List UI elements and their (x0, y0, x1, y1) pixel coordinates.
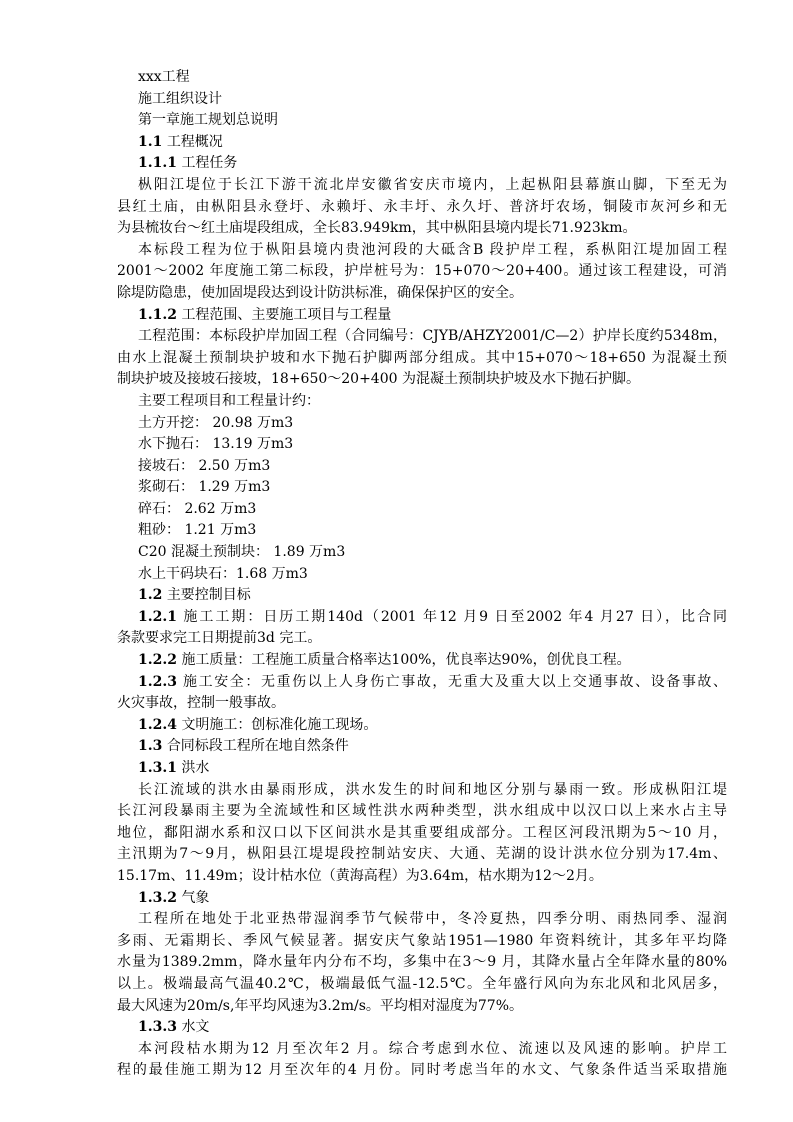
line-text: 施工质量：工程施工质量合格率达100%，优良率达90%，创优良工程。 (181, 652, 631, 669)
line-text: 施工组织设计 (138, 90, 222, 107)
text-line (117, 369, 727, 391)
line-text: 第一章施工规划总说明 (138, 112, 278, 129)
text-line (117, 974, 727, 996)
section-heading-line (117, 736, 727, 758)
text-line (117, 628, 727, 650)
line-text: 文明施工：创标准化施工现场。 (181, 716, 378, 733)
text-line (117, 240, 727, 262)
line-text: 主要工程项目和工程量计约： (138, 392, 320, 409)
line-text: 主要控制目标 (166, 587, 251, 604)
section-number: 1.1.2 (138, 306, 177, 323)
section-heading-line (117, 758, 727, 780)
text-line (117, 175, 727, 197)
line-text: 施工工期：日历工期140d（2001 年12 月9 日至2002 年4 月27 日），比合同 (183, 608, 727, 625)
line-text: 2001～2002 年度施工第二标段，护岸桩号为：15+070～20+400。通过该工程建设，可消 (117, 263, 727, 280)
section-number: 1.2 (138, 587, 163, 604)
section-number: 1.2.4 (138, 716, 177, 733)
line-text: 工程范围、主要施工项目与工程量 (181, 306, 392, 323)
line-text: 土方开挖： 20.98 万m3 (138, 414, 294, 431)
line-text: 工程任务 (181, 155, 238, 172)
text-line (117, 931, 727, 953)
section-heading-line (117, 715, 727, 737)
section-number: 1.1 (138, 133, 163, 150)
text-line (117, 283, 727, 305)
line-text: 水上干码块石：1.68 万m3 (138, 565, 308, 582)
line-text: 接坡石： 2.50 万m3 (138, 457, 271, 474)
text-line (117, 110, 727, 132)
section-heading-line (117, 153, 727, 175)
text-line (117, 499, 727, 521)
text-line (117, 564, 727, 586)
text-line (117, 909, 727, 931)
section-number: 1.1.1 (138, 155, 177, 172)
section-heading-line (117, 888, 727, 910)
section-number: 1.2.3 (138, 673, 177, 690)
text-line (117, 693, 727, 715)
line-text: 火灾事故，控制一般事故。 (117, 695, 285, 712)
line-text: 由水上混凝土预制块护坡和水下抛石护脚两部分组成。其中15+070～18+650 为混凝土预 (117, 349, 727, 366)
line-text: 粗砂： 1.21 万m3 (138, 522, 257, 539)
text-line (117, 434, 727, 456)
line-text: 水量为1389.2mm，降水量年内分布不均，多集中在3～9 月，其降水量占全年降水量的80% (117, 954, 727, 971)
section-number: 1.3.2 (138, 889, 177, 906)
document-body (117, 67, 727, 1082)
line-text: 为县梳妆台～红土庙堤段组成，全长83.949km，其中枞阳县境内堤长71.923km。 (117, 220, 637, 237)
line-text: 程的最佳施工期为12 月至次年的4 月份。同时考虑当年的水文、气象条件适当采取措施 (117, 1062, 727, 1079)
line-text: 工程范围：本标段护岸加固工程（合同编号：CJYB/AHZY2001/C—2）护岸长度约5348m， (138, 328, 727, 345)
line-text: 县红土庙，由枞阳县永登圩、永赖圩、永丰圩、永久圩、普济圩农场，铜陵市灰河乡和无 (117, 198, 727, 215)
text-line (117, 261, 727, 283)
line-text: 最大风速为20m/s,年平均风速为3.2m/s。平均相对湿度为77%。 (117, 997, 523, 1014)
line-text: C20 混凝土预制块： 1.89 万m3 (138, 544, 346, 561)
line-text: 地位，鄱阳湖水系和汉口以下区间洪水是其重要组成部分。工程区河段汛期为5～10 月， (117, 824, 727, 841)
text-line (117, 477, 727, 499)
section-heading-line (117, 305, 727, 327)
section-number: 1.2.1 (138, 608, 177, 625)
line-text: 施工安全：无重伤以上人身伤亡事故，无重大及重大以上交通事故、设备事故、 (183, 673, 727, 690)
section-heading-line (117, 585, 727, 607)
text-line (117, 952, 727, 974)
line-text: 浆砌石： 1.29 万m3 (138, 479, 271, 496)
section-number: 1.2.2 (138, 652, 177, 669)
section-heading-line (117, 650, 727, 672)
line-text: 长江流域的洪水由暴雨形成，洪水发生的时间和地区分别与暴雨一致。形成枞阳江堤 (138, 781, 727, 798)
line-text: 工程概况 (166, 133, 223, 150)
text-line (117, 801, 727, 823)
text-line (117, 197, 727, 219)
line-text: 合同标段工程所在地自然条件 (166, 738, 349, 755)
line-text: 水文 (181, 1019, 210, 1036)
line-text: 条款要求完工日期提前3d 完工。 (117, 630, 322, 647)
text-line (117, 780, 727, 802)
line-text: 以上。极端最高气温40.2℃，极端最低气温-12.5℃。全年盛行风向为东北风和北风居多， (117, 975, 727, 992)
text-line (117, 391, 727, 413)
line-text: 制块护坡及接坡石接坡，18+650～20+400 为混凝土预制块护坡及水下抛石护脚。 (117, 371, 640, 388)
line-text: 水下抛石： 13.19 万m3 (138, 436, 294, 453)
line-text: 除堤防隐患，使加固堤段达到设计防洪标准，确保保护区的安全。 (117, 284, 523, 301)
text-line (117, 326, 727, 348)
line-text: 主汛期为7～9月，枞阳县江堤堤段控制站安庆、大通、芜湖的设计洪水位分别为17.4m、 (117, 846, 727, 863)
line-text: 本标段工程为位于枞阳县境内贵池河段的大砥含B 段护岸工程，系枞阳江堤加固工程 (138, 241, 727, 258)
text-line (117, 413, 727, 435)
line-text: 碎石： 2.62 万m3 (138, 500, 257, 517)
section-heading-line (117, 1017, 727, 1039)
text-line (117, 1039, 727, 1061)
section-number: 1.3.1 (138, 760, 177, 776)
line-text: 枞阳江堤位于长江下游干流北岸安徽省安庆市境内，上起枞阳县幕旗山脚，下至无为 (138, 176, 727, 193)
text-line (117, 348, 727, 370)
section-number: 1.3 (138, 738, 163, 755)
section-heading-line (117, 607, 727, 629)
text-line (117, 844, 727, 866)
text-line (117, 866, 727, 888)
text-line (117, 996, 727, 1018)
text-line (117, 823, 727, 845)
text-line (117, 89, 727, 111)
section-heading-line (117, 132, 727, 154)
text-line (117, 542, 727, 564)
text-line (117, 67, 727, 89)
line-text: 本河段枯水期为12 月至次年2 月。综合考虑到水位、流速以及风速的影响。护岸工 (138, 1040, 727, 1057)
text-line (117, 520, 727, 542)
section-number: 1.3.3 (138, 1019, 177, 1036)
line-text: 多雨、无霜期长、季风气候显著。据安庆气象站1951—1980 年资料统计，其多年平均降 (117, 932, 727, 949)
line-text: 气象 (181, 889, 210, 906)
line-text: 洪水 (181, 760, 210, 776)
line-text: 工程所在地处于北亚热带湿润季节气候带中，冬冷夏热，四季分明、雨热同季、湿润 (138, 911, 727, 928)
text-line (117, 456, 727, 478)
line-text: 15.17m、11.49m；设计枯水位（黄海高程）为3.64m，枯水期为12～2月。 (117, 867, 603, 884)
section-heading-line (117, 672, 727, 694)
text-line (117, 218, 727, 240)
text-line (117, 1060, 727, 1082)
line-text: xxx工程 (138, 69, 190, 85)
line-text: 长江河段暴雨主要为全流域性和区域性洪水两种类型，洪水组成中以汉口以上来水占主导 (117, 803, 727, 820)
